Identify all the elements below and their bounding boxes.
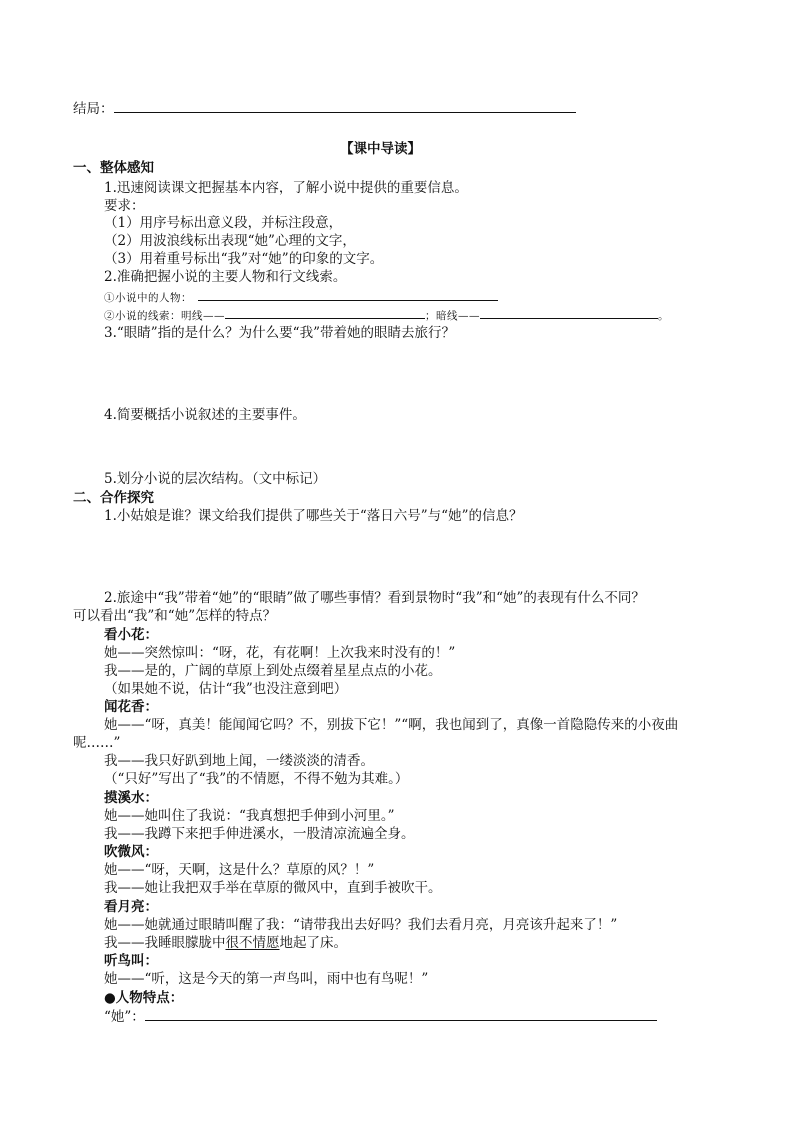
scene-flower-note: （如果她不说，估计“我”也没注意到吧） (104, 681, 348, 697)
scene-smell-her-2: 呢……” (73, 735, 121, 751)
her-traits-blank[interactable] (145, 1008, 657, 1021)
scene-wind-me: 我——她让我把双手举在草原的微风中，直到手被吹干。 (104, 880, 442, 896)
p1-question-1: 1.迅速阅读课文把握基本内容，了解小说中提供的重要信息。 (104, 180, 468, 196)
section-title: 【课中导读】 (340, 141, 421, 157)
traits-title: ●人物特点： (104, 990, 184, 1006)
scene-smell-note: （“只好”写出了“我”的不情愿，不得不勉为其难。） (104, 771, 409, 787)
p2-question-1: 1.小姑娘是谁？课文给我们提供了哪些关于“落日六号”与“她”的信息？ (104, 508, 523, 524)
characters-blank[interactable] (198, 288, 498, 301)
scene-wind-her: 她——“呀，天啊，这是什么？草原的风？！” (104, 862, 375, 878)
moon-me-underlined: 很不情愿 (225, 935, 280, 951)
scene-smell-me: 我——我只好趴到地上闻，一缕淡淡的清香。 (104, 753, 374, 769)
bright-clue-blank[interactable] (225, 306, 425, 319)
scene-flower-her: 她——突然惊叫：“呀，花，有花啊！上次我来时没有的！” (104, 645, 456, 661)
p1-question-5: 5.划分小说的层次结构。（文中标记） (104, 471, 327, 487)
characters-label: ①小说中的人物： (104, 292, 192, 304)
requirement-2: （2）用波浪线标出表现“她”心理的文字， (104, 233, 356, 249)
requirements-label: 要求： (104, 198, 145, 214)
scene-water-her: 她——她叫住了我说：“我真想把手伸到小河里。” (104, 808, 395, 824)
part2-heading: 二、合作探究 (73, 490, 154, 506)
scene-water-me: 我——我蹲下来把手伸进溪水，一股清凉流遍全身。 (104, 826, 415, 842)
dark-clue-label: ；暗线—— (425, 310, 480, 322)
her-traits-row (104, 1008, 657, 1026)
moon-me-part-c: 地起了床。 (279, 935, 347, 951)
ending-blank[interactable] (114, 100, 576, 113)
requirement-3: （3）用着重号标出“我”对“她”的印象的文字。 (104, 251, 384, 267)
scene-moon-me (104, 935, 347, 952)
scene-bird-title: 听鸟叫： (104, 953, 158, 969)
clue-row (104, 306, 669, 325)
clue-label: ②小说的线索：明线—— (104, 310, 225, 322)
scene-smell-her-1: 她——“呀，真美！能闻闻它吗？不，别拔下它！”“啊，我也闻到了，真像一首隐隐传来的小夜曲 (104, 717, 679, 733)
scene-smell-title: 闻花香： (104, 699, 158, 715)
scene-flower-me: 我——是的，广阔的草原上到处点缀着星星点点的小花。 (104, 663, 442, 679)
scene-bird-her: 她——“听，这是今天的第一声鸟叫，雨中也有鸟呢！” (104, 971, 429, 987)
her-traits-label: “她”： (104, 1009, 145, 1025)
scene-moon-her: 她——她就通过眼睛叫醒了我：“请带我出去好吗？我们去看月亮，月亮该升起来了！” (104, 917, 618, 933)
p2-question-2-line2: 可以看出“我”和“她”怎样的特点？ (73, 608, 277, 624)
p1-question-2: 2.准确把握小说的主要人物和行文线索。 (104, 269, 347, 285)
moon-me-part-a: 我——我睡眼朦胧中 (104, 935, 226, 951)
ending-label: 结局： (73, 101, 114, 117)
scene-flower-title: 看小花： (104, 627, 158, 643)
p1-question-3: 3.“眼睛”指的是什么？为什么要“我”带着她的眼睛去旅行？ (104, 325, 455, 341)
dark-clue-blank[interactable] (480, 306, 658, 319)
p1-question-4: 4.简要概括小说叙述的主要事件。 (104, 407, 306, 423)
ending-row (73, 100, 576, 118)
part1-heading: 一、整体感知 (73, 160, 154, 176)
p2-question-2-line1: 2.旅途中“我”带着“她”的“眼睛”做了哪些事情？看到景物时“我”和“她”的表现有什么不同？ (104, 590, 645, 606)
scene-water-title: 摸溪水： (104, 790, 158, 806)
clue-end-period: 。 (658, 310, 669, 322)
characters-row (104, 288, 498, 307)
requirement-1: （1）用序号标出意义段，并标注段意， (104, 215, 343, 231)
scene-moon-title: 看月亮： (104, 899, 158, 915)
scene-wind-title: 吹微风： (104, 844, 158, 860)
